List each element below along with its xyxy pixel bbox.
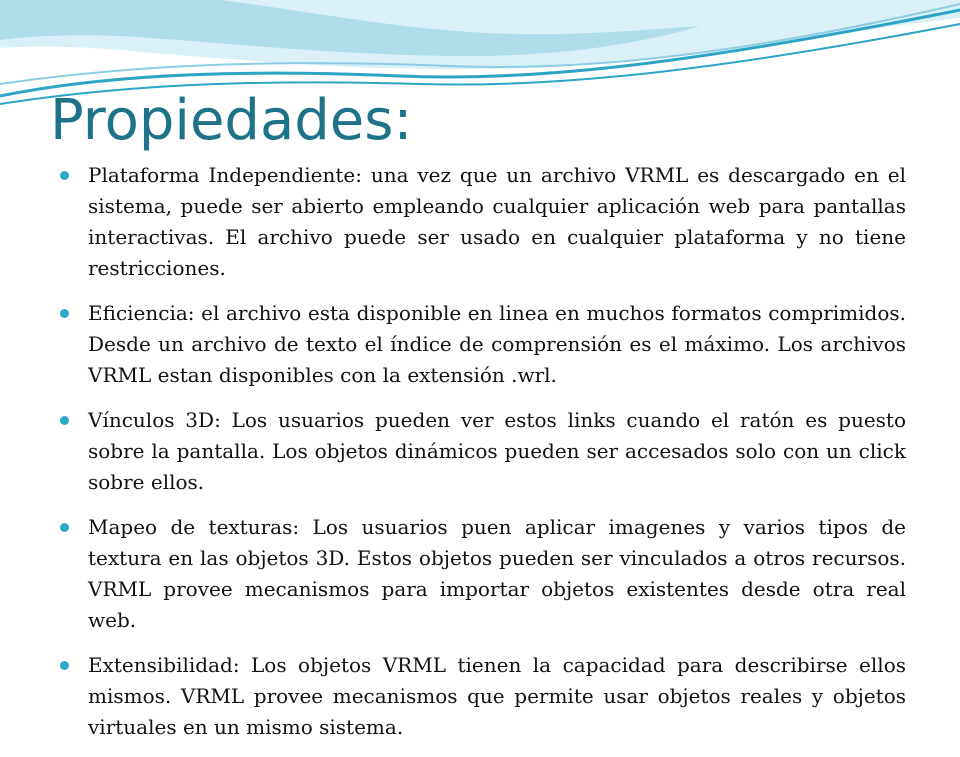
bullet-list [60, 160, 906, 757]
bullet-item-vinculos-3d [60, 405, 906, 498]
bullet-dot-icon [60, 171, 69, 180]
bullet-text: Vínculos 3D: Los usuarios pueden ver estos links cuando el ratón es puesto sobre la pantalla. Los objetos dinámicos pueden ser accesados solo con un click sobre ellos. [88, 408, 906, 494]
bullet-text: Extensibilidad: Los objetos VRML tienen la capacidad para describirse ellos mismos. VRML provee mecanismos que permite usar objetos reales y objetos virtuales en un mismo sistema. [88, 653, 906, 739]
bullet-dot-icon [60, 309, 69, 318]
bullet-dot-icon [60, 523, 69, 532]
bullet-item-eficiencia [60, 298, 906, 391]
slide-title: Propiedades: [50, 88, 413, 153]
bullet-item-plataforma [60, 160, 906, 284]
bullet-item-extensibilidad [60, 650, 906, 743]
bullet-item-mapeo-texturas [60, 512, 906, 636]
bullet-text: Plataforma Independiente: una vez que un archivo VRML es descargado en el sistema, puede ser abierto empleando cualquier aplicación web para pantallas interactivas. El archivo puede ser usado en cualquier plataforma y no tiene restricciones. [88, 163, 906, 280]
bullet-dot-icon [60, 416, 69, 425]
bullet-dot-icon [60, 661, 69, 670]
bullet-text: Eficiencia: el archivo esta disponible en linea en muchos formatos comprimidos. Desde un archivo de texto el índice de comprensión es el máximo. Los archivos VRML estan disponibles con la extensión .wrl. [88, 301, 906, 387]
bullet-text: Mapeo de texturas: Los usuarios puen aplicar imagenes y varios tipos de textura en las objetos 3D. Estos objetos pueden ser vinculados a otros recursos. VRML provee mecanismos para importar objetos existentes desde otra real web. [88, 515, 906, 632]
